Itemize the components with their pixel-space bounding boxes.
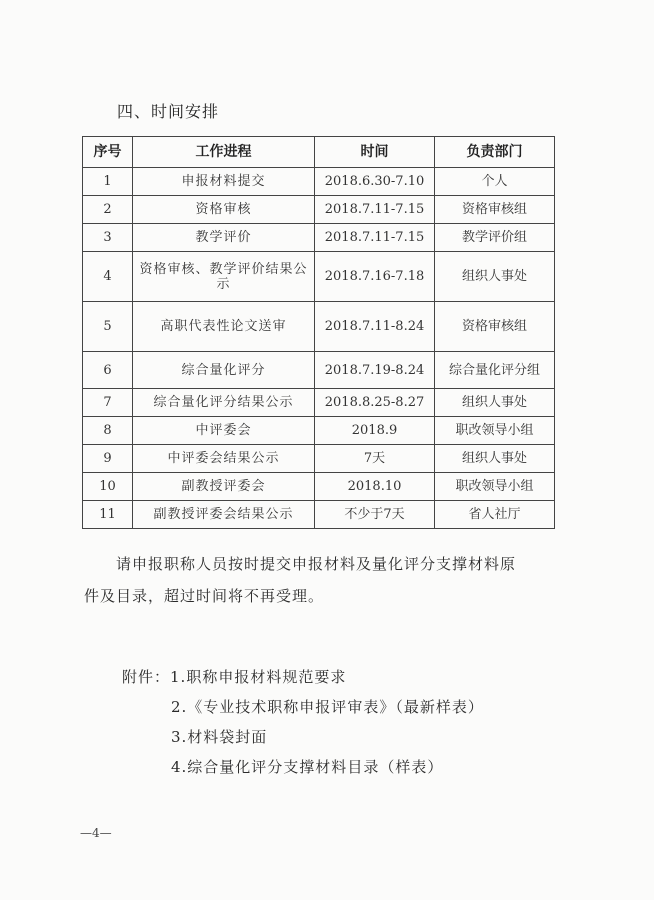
attachment-item	[122, 752, 484, 782]
note-line-1: 请申报职称人员按时提交申报材料及量化评分支撑材料原	[116, 555, 517, 573]
table-row	[83, 352, 555, 389]
attachment-item	[122, 662, 484, 692]
table-row	[83, 302, 555, 352]
cell-dept: 资格审核组	[435, 196, 555, 224]
cell-no: 2	[83, 196, 133, 224]
schedule-table	[82, 136, 555, 529]
table-row	[83, 473, 555, 501]
cell-dept: 综合量化评分组	[435, 352, 555, 389]
attachments-list	[122, 662, 484, 782]
cell-no: 11	[83, 501, 133, 529]
cell-no: 6	[83, 352, 133, 389]
header-time: 时间	[315, 137, 435, 168]
cell-time: 2018.7.11-8.24	[315, 302, 435, 352]
attachment-item	[122, 692, 484, 722]
table-row	[83, 196, 555, 224]
cell-dept: 个人	[435, 168, 555, 196]
cell-task: 综合量化评分	[133, 352, 315, 389]
cell-time: 7天	[315, 445, 435, 473]
cell-task: 中评委会结果公示	[133, 445, 315, 473]
attachment-item	[122, 722, 484, 752]
cell-task: 副教授评委会	[133, 473, 315, 501]
cell-task: 高职代表性论文送审	[133, 302, 315, 352]
cell-task: 申报材料提交	[133, 168, 315, 196]
attachment-label: 1.职称申报材料规范要求	[170, 668, 347, 686]
cell-no: 5	[83, 302, 133, 352]
cell-time: 2018.10	[315, 473, 435, 501]
table-row	[83, 389, 555, 417]
table-row	[83, 252, 555, 302]
cell-no: 7	[83, 389, 133, 417]
cell-no: 8	[83, 417, 133, 445]
table-row	[83, 224, 555, 252]
cell-time: 2018.6.30-7.10	[315, 168, 435, 196]
header-no: 序号	[83, 137, 133, 168]
cell-time: 2018.7.19-8.24	[315, 352, 435, 389]
cell-time: 2018.7.16-7.18	[315, 252, 435, 302]
cell-time: 不少于7天	[315, 501, 435, 529]
cell-no: 3	[83, 224, 133, 252]
header-dept: 负责部门	[435, 137, 555, 168]
cell-no: 4	[83, 252, 133, 302]
cell-no: 1	[83, 168, 133, 196]
cell-task: 中评委会	[133, 417, 315, 445]
attachment-label: 2.《专业技术职称申报评审表》（最新样表）	[171, 698, 484, 716]
cell-task: 资格审核	[133, 196, 315, 224]
cell-dept: 职改领导小组	[435, 417, 555, 445]
cell-dept: 组织人事处	[435, 252, 555, 302]
cell-dept: 资格审核组	[435, 302, 555, 352]
table-row	[83, 168, 555, 196]
cell-dept: 组织人事处	[435, 389, 555, 417]
cell-dept: 省人社厅	[435, 501, 555, 529]
table-row	[83, 501, 555, 529]
note-line-2: 件及目录，超过时间将不再受理。	[84, 587, 325, 605]
cell-dept: 职改领导小组	[435, 473, 555, 501]
cell-time: 2018.8.25-8.27	[315, 389, 435, 417]
attachments-prefix: 附件：	[122, 668, 171, 686]
page-number: —4—	[80, 826, 112, 840]
cell-dept: 组织人事处	[435, 445, 555, 473]
attachment-label: 4.综合量化评分支撑材料目录（样表）	[171, 758, 444, 776]
cell-task: 教学评价	[133, 224, 315, 252]
cell-task: 副教授评委会结果公示	[133, 501, 315, 529]
section-heading: 四、时间安排	[117, 102, 220, 121]
header-task: 工作进程	[133, 137, 315, 168]
table-row	[83, 417, 555, 445]
attachment-label: 3.材料袋封面	[171, 728, 268, 746]
cell-time: 2018.9	[315, 417, 435, 445]
cell-task: 综合量化评分结果公示	[133, 389, 315, 417]
cell-time: 2018.7.11-7.15	[315, 224, 435, 252]
cell-time: 2018.7.11-7.15	[315, 196, 435, 224]
table-header-row	[83, 137, 555, 168]
cell-no: 10	[83, 473, 133, 501]
cell-dept: 教学评价组	[435, 224, 555, 252]
cell-task: 资格审核、教学评价结果公示	[133, 252, 315, 302]
cell-no: 9	[83, 445, 133, 473]
submission-note	[84, 548, 564, 612]
table-row	[83, 445, 555, 473]
